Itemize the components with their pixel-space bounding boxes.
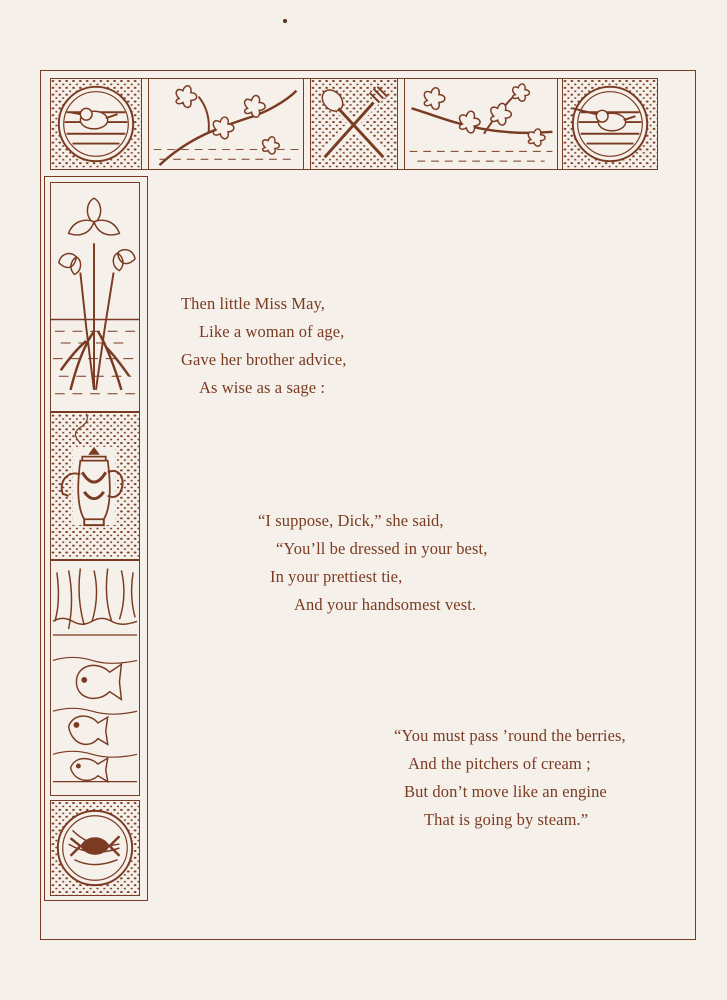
dogwood-branch-icon [404,78,558,170]
verse-line: Then little Miss May, [181,294,326,313]
stanza-2 [258,507,487,619]
verse-line: And your handsomest vest. [294,595,477,614]
printer-speck [283,19,287,23]
crossed-fork-spoon-icon [310,78,398,170]
verse-line: “You must pass ’round the berries, [394,726,626,745]
iris-icon [50,182,140,412]
bird-roundel-icon [50,78,142,170]
verse-line: Gave her brother advice, [181,350,347,369]
bird-roundel-icon [562,78,658,170]
verse-line: That is going by steam.” [424,810,589,829]
verse-line: “You’ll be dressed in your best, [276,539,488,558]
verse-line: Like a woman of age, [199,322,345,341]
lobster-roundel-icon [50,800,140,896]
teapot-icon [50,412,140,560]
verse-line: In your prettiest tie, [270,567,403,586]
verse-line: As wise as a sage : [199,378,326,397]
verse-line: “I suppose, Dick,” she said, [258,511,444,530]
goldfish-icon [50,560,140,796]
stanza-1 [181,290,346,402]
verse-line: But don’t move like an engine [404,782,607,801]
dogwood-branch-icon [148,78,304,170]
verse-line: And the pitchers of cream ; [408,754,591,773]
stanza-3 [394,722,626,834]
